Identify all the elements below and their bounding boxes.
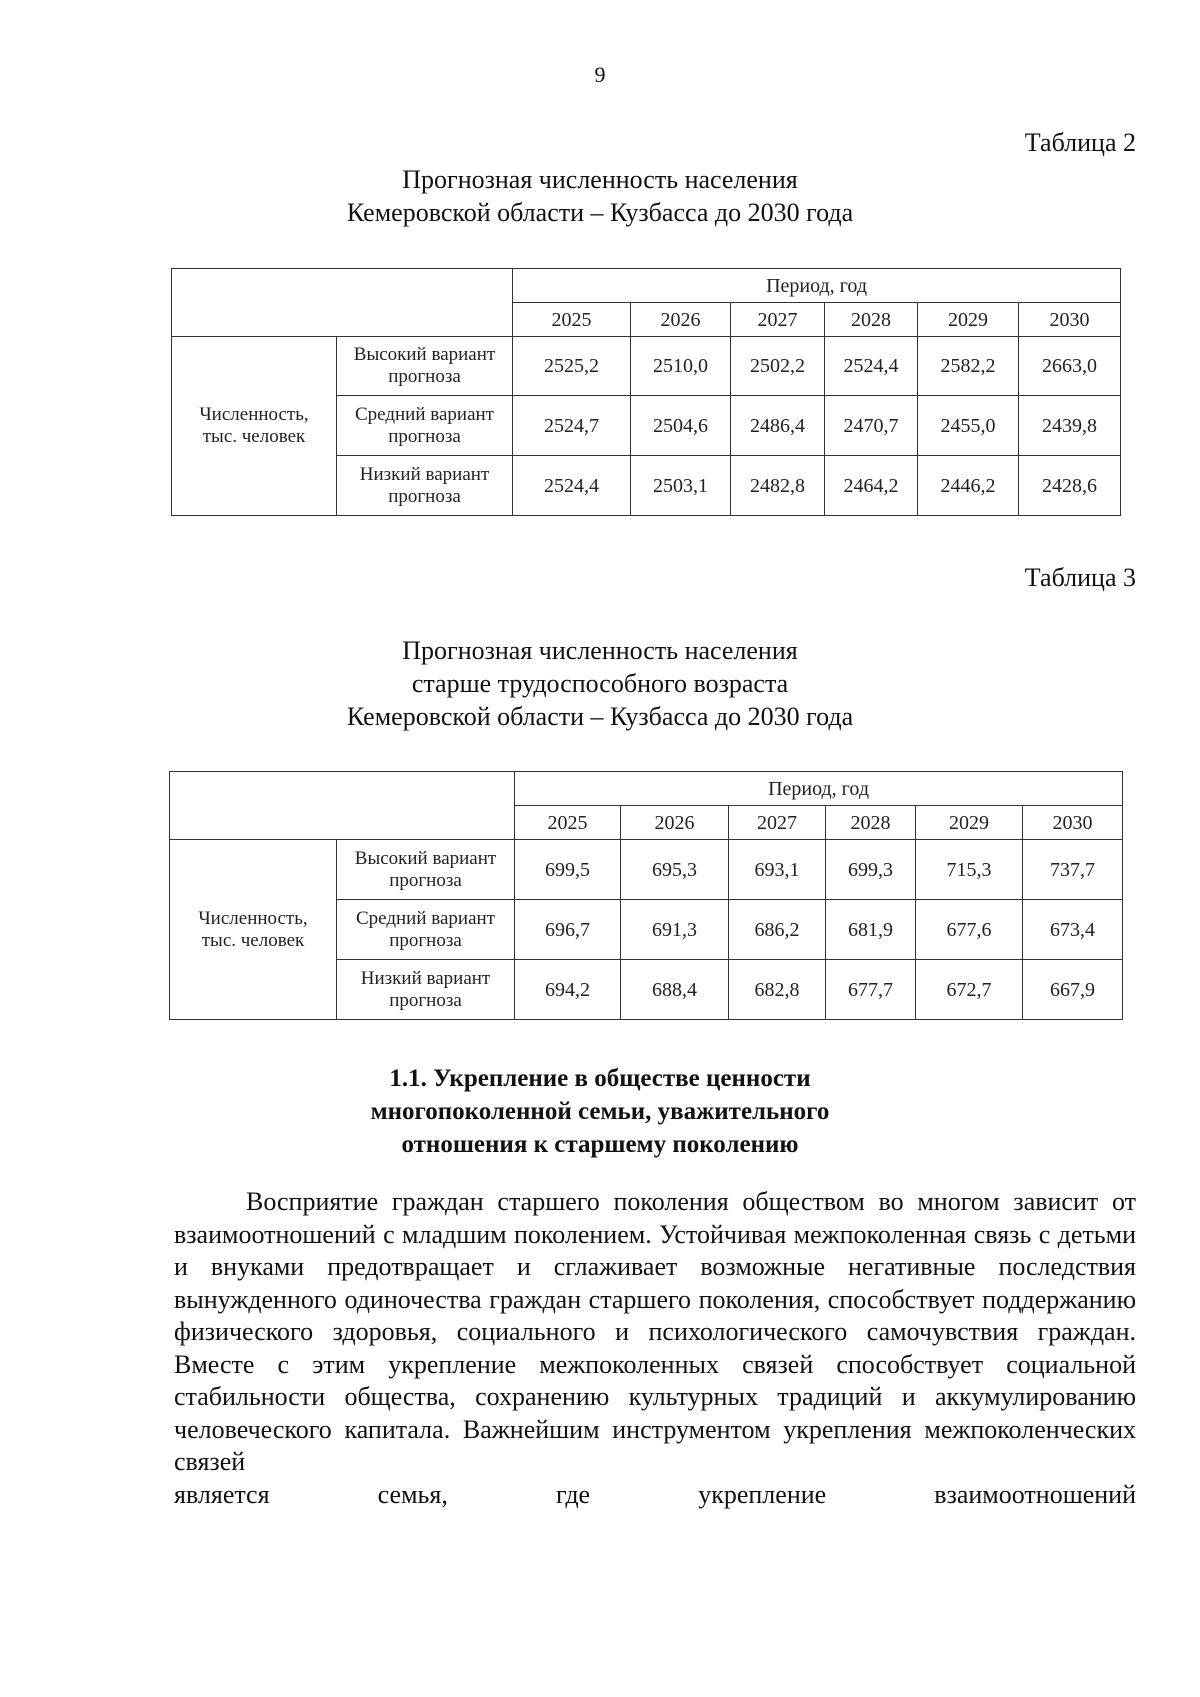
table2-year-header: 2025 xyxy=(513,303,631,337)
table3-title xyxy=(0,634,1200,733)
table3-variant-medium xyxy=(337,900,515,960)
table3-cell: 695,3 xyxy=(621,840,729,900)
table2-variant-high xyxy=(337,337,513,396)
table3-label: Таблица 3 xyxy=(1024,563,1136,592)
table2-title-line: Прогнозная численность населения xyxy=(402,165,798,194)
section-heading xyxy=(0,1062,1200,1161)
table2-cell: 2524,4 xyxy=(513,456,631,516)
table2-cell: 2464,2 xyxy=(825,456,918,516)
variant-line: Средний вариант xyxy=(354,403,494,425)
table3-cell: 737,7 xyxy=(1023,840,1123,900)
paragraph-last-line: является семья, где укрепление взаимоотношений xyxy=(174,1479,1136,1509)
table2-year-header: 2028 xyxy=(825,303,918,337)
section-heading-line: 1.1. Укрепление в обществе ценности xyxy=(389,1065,811,1092)
table3-cell: 688,4 xyxy=(621,960,729,1020)
table2-cell: 2482,8 xyxy=(731,456,825,516)
variant-line: Низкий вариант xyxy=(360,967,491,989)
table2-year-header: 2029 xyxy=(918,303,1019,337)
table3-variant-low xyxy=(337,960,515,1020)
table2 xyxy=(171,268,1121,516)
table3-cell: 686,2 xyxy=(729,900,826,960)
variant-line: прогноза xyxy=(388,366,461,387)
table3-cell: 715,3 xyxy=(916,840,1023,900)
table3-variant-high xyxy=(337,840,515,900)
table2-variant-medium xyxy=(337,396,513,456)
table3-cell: 693,1 xyxy=(729,840,826,900)
table2-period-header: Период, год xyxy=(513,269,1121,303)
table3-year-header: 2026 xyxy=(621,806,729,840)
table2-cell: 2524,4 xyxy=(825,337,918,396)
table3-cell: 667,9 xyxy=(1023,960,1123,1020)
table2-title xyxy=(0,163,1200,229)
variant-line: прогноза xyxy=(388,425,461,447)
table2-cell: 2486,4 xyxy=(731,396,825,456)
variant-line: Низкий вариант xyxy=(359,463,490,485)
variant-line: прогноза xyxy=(389,869,462,891)
table2-label: Таблица 2 xyxy=(1024,128,1136,157)
table3-cell: 694,2 xyxy=(515,960,621,1020)
table2-cell: 2428,6 xyxy=(1019,456,1121,516)
table2-cell: 2503,1 xyxy=(631,456,731,516)
table2-cell: 2455,0 xyxy=(918,396,1019,456)
table2-row-header xyxy=(172,337,337,516)
variant-line: прогноза xyxy=(389,929,462,951)
table2-cell: 2582,2 xyxy=(918,337,1019,396)
table2-cell: 2502,2 xyxy=(731,337,825,396)
section-heading-line: отношения к старшему поколению xyxy=(401,1131,799,1158)
table2-cell: 2524,7 xyxy=(513,396,631,456)
table3-cell: 677,7 xyxy=(826,960,916,1020)
row-header-line: Численность, xyxy=(198,907,308,929)
table3-year-header: 2029 xyxy=(916,806,1023,840)
table3-cell: 691,3 xyxy=(621,900,729,960)
table2-cell: 2510,0 xyxy=(631,337,731,396)
table2-cell: 2439,8 xyxy=(1019,396,1121,456)
variant-line: прогноза xyxy=(388,485,461,507)
table2-cell: 2470,7 xyxy=(825,396,918,456)
variant-line: прогноза xyxy=(389,989,462,1011)
table2-year-header: 2030 xyxy=(1019,303,1121,337)
table2-year-header: 2027 xyxy=(731,303,825,337)
table3-cell: 699,5 xyxy=(515,840,621,900)
paragraph-text: Восприятие граждан старшего поколения обществом во многом зависит от взаимоотношений с младшим поколением. Устойчивая межпоколенная связь с детьми и внуками предотвращает и сглаживает возможные негативные последствия вынужденного одиночества граждан старшего поколения, способствует поддержанию физического здоровья, социального и психологического самочувствия граждан. Вместе с этим укрепление межпоколенных связей способствует социальной стабильности общества, сохранению культурных традиций и аккумулированию человеческого капитала. Важнейшим инструментом укрепления межпоколенческих связей xyxy=(174,1187,1136,1476)
table2-year-header: 2026 xyxy=(631,303,731,337)
table2-variant-low xyxy=(337,456,513,516)
table3-period-header: Период, год xyxy=(515,772,1123,806)
table3-cell: 677,6 xyxy=(916,900,1023,960)
table3-corner-cell xyxy=(170,772,515,840)
table3-cell: 682,8 xyxy=(729,960,826,1020)
table2-cell: 2525,2 xyxy=(513,337,631,396)
table3-year-header: 2027 xyxy=(729,806,826,840)
table3 xyxy=(169,771,1123,1020)
table2-cell: 2504,6 xyxy=(631,396,731,456)
table3-year-header: 2030 xyxy=(1023,806,1123,840)
variant-line: Высокий вариант xyxy=(354,847,497,869)
table3-cell: 672,7 xyxy=(916,960,1023,1020)
row-header-line: тыс. человек xyxy=(201,929,305,951)
body-paragraph xyxy=(174,1186,1136,1511)
table2-corner-cell xyxy=(172,269,513,337)
table3-year-header: 2025 xyxy=(515,806,621,840)
table3-cell: 681,9 xyxy=(826,900,916,960)
table2-cell: 2663,0 xyxy=(1019,337,1121,396)
table3-title-line: Кемеровской области – Кузбасса до 2030 года xyxy=(346,702,854,731)
table3-cell: 699,3 xyxy=(826,840,916,900)
table2-cell: 2446,2 xyxy=(918,456,1019,516)
row-header-line: тыс. человек xyxy=(202,426,306,447)
table3-title-line: старше трудоспособного возраста xyxy=(411,669,789,698)
table3-row-header xyxy=(170,840,337,1020)
table3-title-line: Прогнозная численность населения xyxy=(402,636,798,665)
row-header-line: Численность, xyxy=(199,404,309,425)
table3-cell: 673,4 xyxy=(1023,900,1123,960)
page-number: 9 xyxy=(594,62,606,87)
variant-line: Средний вариант xyxy=(355,907,495,929)
table3-year-header: 2028 xyxy=(826,806,916,840)
variant-line: Высокий вариант xyxy=(353,344,496,365)
table2-title-line: Кемеровской области – Кузбасса до 2030 года xyxy=(346,198,854,227)
section-heading-line: многопоколенной семьи, уважительного xyxy=(370,1098,830,1125)
table3-cell: 696,7 xyxy=(515,900,621,960)
